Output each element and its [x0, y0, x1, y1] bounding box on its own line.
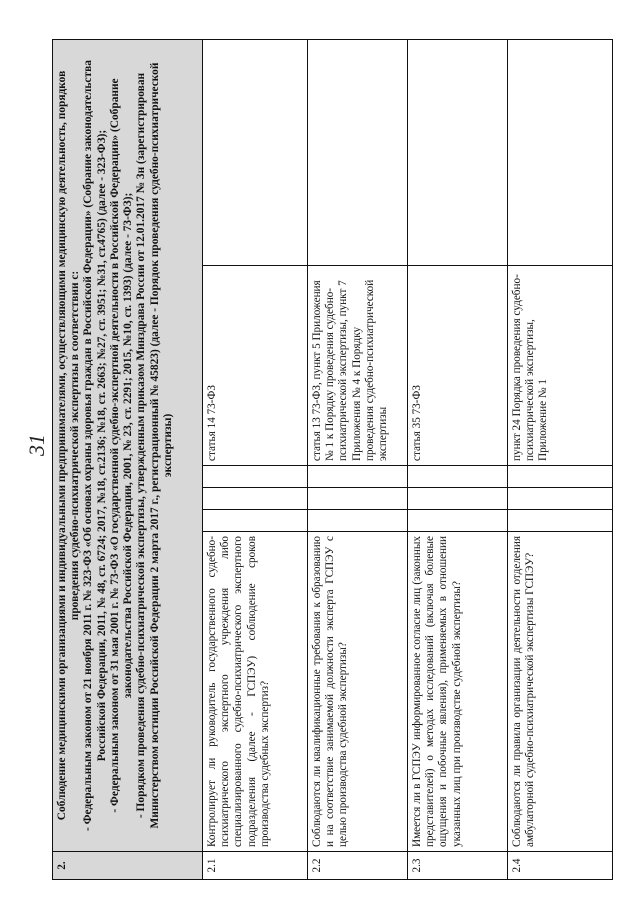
row-note [203, 40, 308, 266]
table-row [308, 40, 408, 880]
answer-na-cell [408, 466, 508, 488]
answer-yes-cell [408, 510, 508, 532]
answer-yes-cell [203, 510, 308, 532]
row-reference: статья 14 73-ФЗ [203, 266, 308, 466]
row-number: 2.4 [508, 852, 613, 880]
checklist-table [52, 39, 613, 880]
answer-no-cell [408, 488, 508, 510]
row-note [508, 40, 613, 266]
row-question: Имеется ли в ГСПЭУ информированное согласие лиц (законных представителей) о методах исследований (включая болевые ощущения и побочные явления), применяемых в отношении указанных лиц при производстве судебной экспертизы? [408, 532, 508, 852]
table-row [508, 40, 613, 880]
header-line-1: Соблюдение медицинскими организациями и индивидуальными предпринимателями, осуществляющими медицинскую деятельность, порядков проведения судебно-психиатрической экспертизы в соответствии с: [56, 70, 82, 821]
header-line-2: - Федеральным законом от 21 ноября 2011 г. № 323-ФЗ «Об основах охраны здоровья граждан в Российской Федерации» (Собрание законодательства Российской Федерации, 2011, № 48, ст. 6724; 2017, №18, ст.2136; №18, ст. 2663; №27, ст. 3951; №31, ст.4765) (далее - 323-ФЗ); [82, 60, 108, 831]
row-reference: статья 13 73-ФЗ, пункт 5 Приложения № 1 к Порядку проведения судебно-психиатрической экспертизы, пункт 7 Приложения № 4 к Порядку проведения судебно-психиатрической экспертизы [308, 266, 408, 466]
row-question: Соблюдаются ли квалификационные требования к образованию и на соответствие занимаемой должности эксперта ГСПЭУ с целью производства судебной экспертизы? [308, 532, 408, 852]
row-note [308, 40, 408, 266]
row-note [408, 40, 508, 266]
answer-na-cell [308, 466, 408, 488]
header-text [53, 40, 203, 852]
answer-no-cell [508, 488, 613, 510]
table-row [408, 40, 508, 880]
answer-no-cell [308, 488, 408, 510]
answer-na-cell [203, 466, 308, 488]
rotated-page [52, 40, 612, 880]
header-line-3: - Федеральным законом от 31 мая 2001 г. № 73-ФЗ «О государственной судебно-экспертной деятельности в Российской Федерации» (Собрание законодательства Российской Федерации, 2001, № 23, ст. 2291; 2015, №10, ст. 1393) (далее - 73-ФЗ); [108, 78, 135, 813]
answer-na-cell [508, 466, 613, 488]
answer-no-cell [203, 488, 308, 510]
header-line-4: - Порядком проведения судебно-психиатрической экспертизы, утвержденным приказом Минздрава России от 12.01.2017 № 3н (зарегистрирован Министерством юстиции Российской Федерации 2 марта 2017 г., регистрационный № 45823) (далее - Порядок проведения судебно-психиатрической экспертизы) [135, 62, 174, 829]
answer-yes-cell [308, 510, 408, 532]
table-row [203, 40, 308, 880]
row-question: Соблюдаются ли правила организации деятельности отделения амбулаторной судебно-психиатрической экспертизы ГСПЭУ? [508, 532, 613, 852]
row-number: 2.1 [203, 852, 308, 880]
header-number: 2. [53, 852, 203, 880]
row-number: 2.2 [308, 852, 408, 880]
answer-yes-cell [508, 510, 613, 532]
page-number: 31 [24, 434, 49, 456]
row-question: Контролирует ли руководитель государственного судебно-психиатрического экспертного учреждения либо специализированного судебно-психиатрического экспертного подразделения (далее - ГСПЭУ) соблюдение сроков производства судебных экспертиз? [203, 532, 308, 852]
row-reference: статья 35 73-ФЗ [408, 266, 508, 466]
row-number: 2.3 [408, 852, 508, 880]
header-row [53, 40, 203, 880]
row-reference: пункт 24 Порядка проведения судебно-психиатрической экспертизы, Приложение № 1 [508, 266, 613, 466]
